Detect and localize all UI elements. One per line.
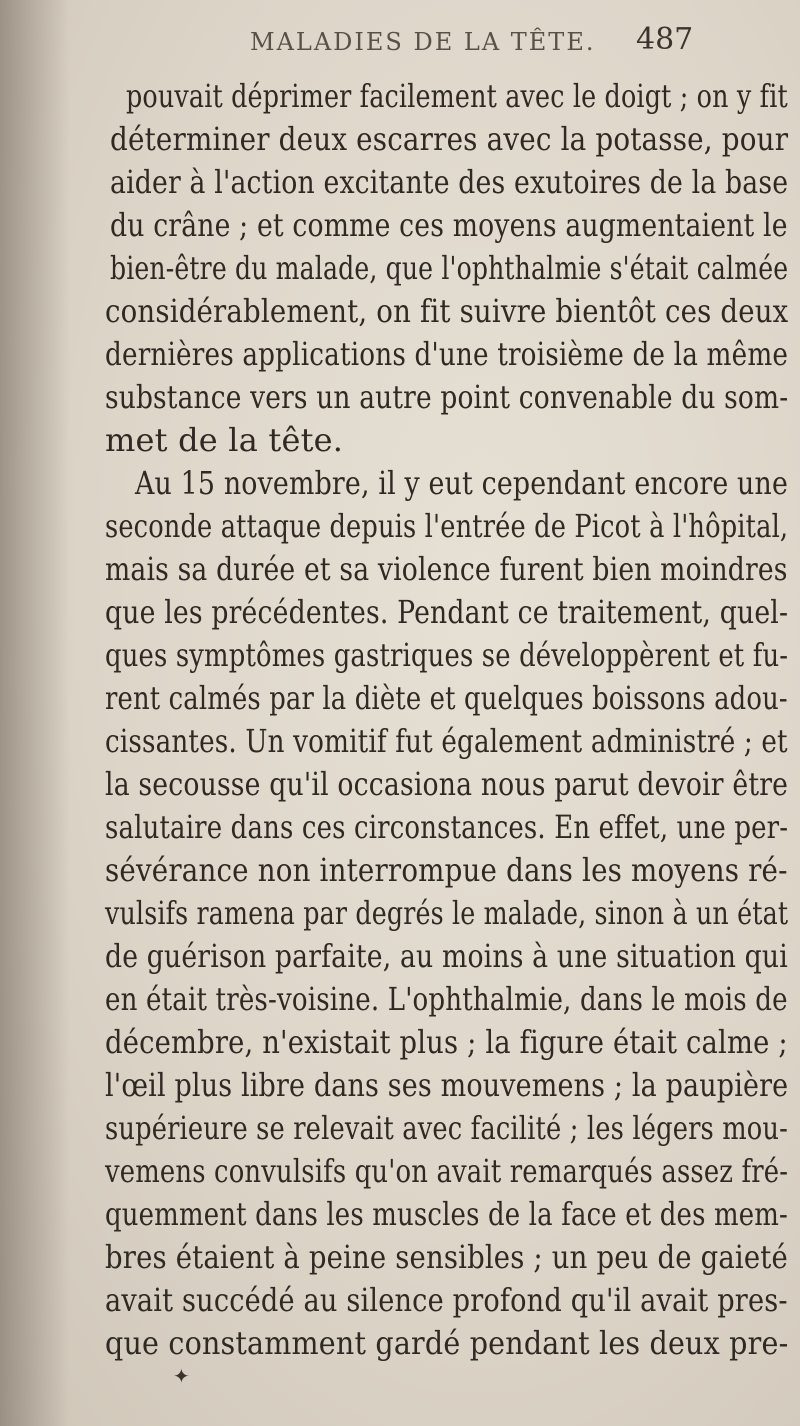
binding-shadow <box>0 0 70 1426</box>
text-line: que constamment gardé pendant les deux pre- <box>105 1324 789 1362</box>
text-line: cissantes. Un vomitif fut également administré ; et <box>105 722 788 760</box>
text-line: bien-être du malade, que l'ophthalmie s'était calmée <box>110 249 789 287</box>
ornament-icon: ✦ <box>173 1364 190 1388</box>
text-line: pouvait déprimer facilement avec le doigt ; on y fit <box>126 77 788 115</box>
text-line: bres étaient à peine sensibles ; un peu de gaieté <box>105 1238 788 1276</box>
text-line: considérablement, on fit suivre bientôt ces deux <box>105 292 789 330</box>
text-line: salutaire dans ces circonstances. En effet, une per- <box>105 808 789 846</box>
text-line: aider à l'action excitante des exutoires de la base <box>110 163 789 201</box>
text-line: avait succédé au silence profond qu'il avait pres- <box>105 1281 788 1319</box>
text-line: sévérance non interrompue dans les moyens ré- <box>105 851 788 889</box>
text-line: du crâne ; et comme ces moyens augmentaient le <box>110 206 788 244</box>
text-line: vulsifs ramena par degrés le malade, sinon à un état <box>105 894 789 932</box>
running-head: MALADIES DE LA TÊTE. <box>250 28 596 56</box>
text-line: l'œil plus libre dans ses mouvemens ; la paupière <box>105 1066 789 1104</box>
text-line: en était très-voisine. L'ophthalmie, dans le mois de <box>105 980 788 1018</box>
text-line: quemment dans les muscles de la face et des mem- <box>105 1195 788 1233</box>
text-line: met de la tête. <box>105 421 344 459</box>
text-line: déterminer deux escarres avec la potasse, pour <box>110 120 789 158</box>
text-line: que les précédentes. Pendant ce traitement, quel- <box>105 593 789 631</box>
text-line: de guérison parfaite, au moins à une situation qui <box>105 937 788 975</box>
text-line: mais sa durée et sa violence furent bien moindres <box>105 550 788 588</box>
page-number: 487 <box>636 22 694 57</box>
text-line: supérieure se relevait avec facilité ; les légers mou- <box>105 1109 789 1147</box>
text-line: vemens convulsifs qu'on avait remarqués assez fré- <box>105 1152 789 1190</box>
text-line: la secousse qu'il occasiona nous parut devoir être <box>105 765 789 803</box>
text-line: Au 15 novembre, il y eut cependant encore une <box>135 464 788 502</box>
text-line: ques symptômes gastriques se développèrent et fu- <box>105 636 789 674</box>
text-line: dernières applications d'une troisième de la même <box>105 335 789 373</box>
text-line: seconde attaque depuis l'entrée de Picot à l'hôpital, <box>105 507 789 545</box>
page-header <box>0 20 800 68</box>
text-line: décembre, n'existait plus ; la figure était calme ; <box>105 1023 788 1061</box>
text-line: rent calmés par la diète et quelques boissons adou- <box>105 679 788 717</box>
text-line: substance vers un autre point convenable du som- <box>105 378 789 416</box>
